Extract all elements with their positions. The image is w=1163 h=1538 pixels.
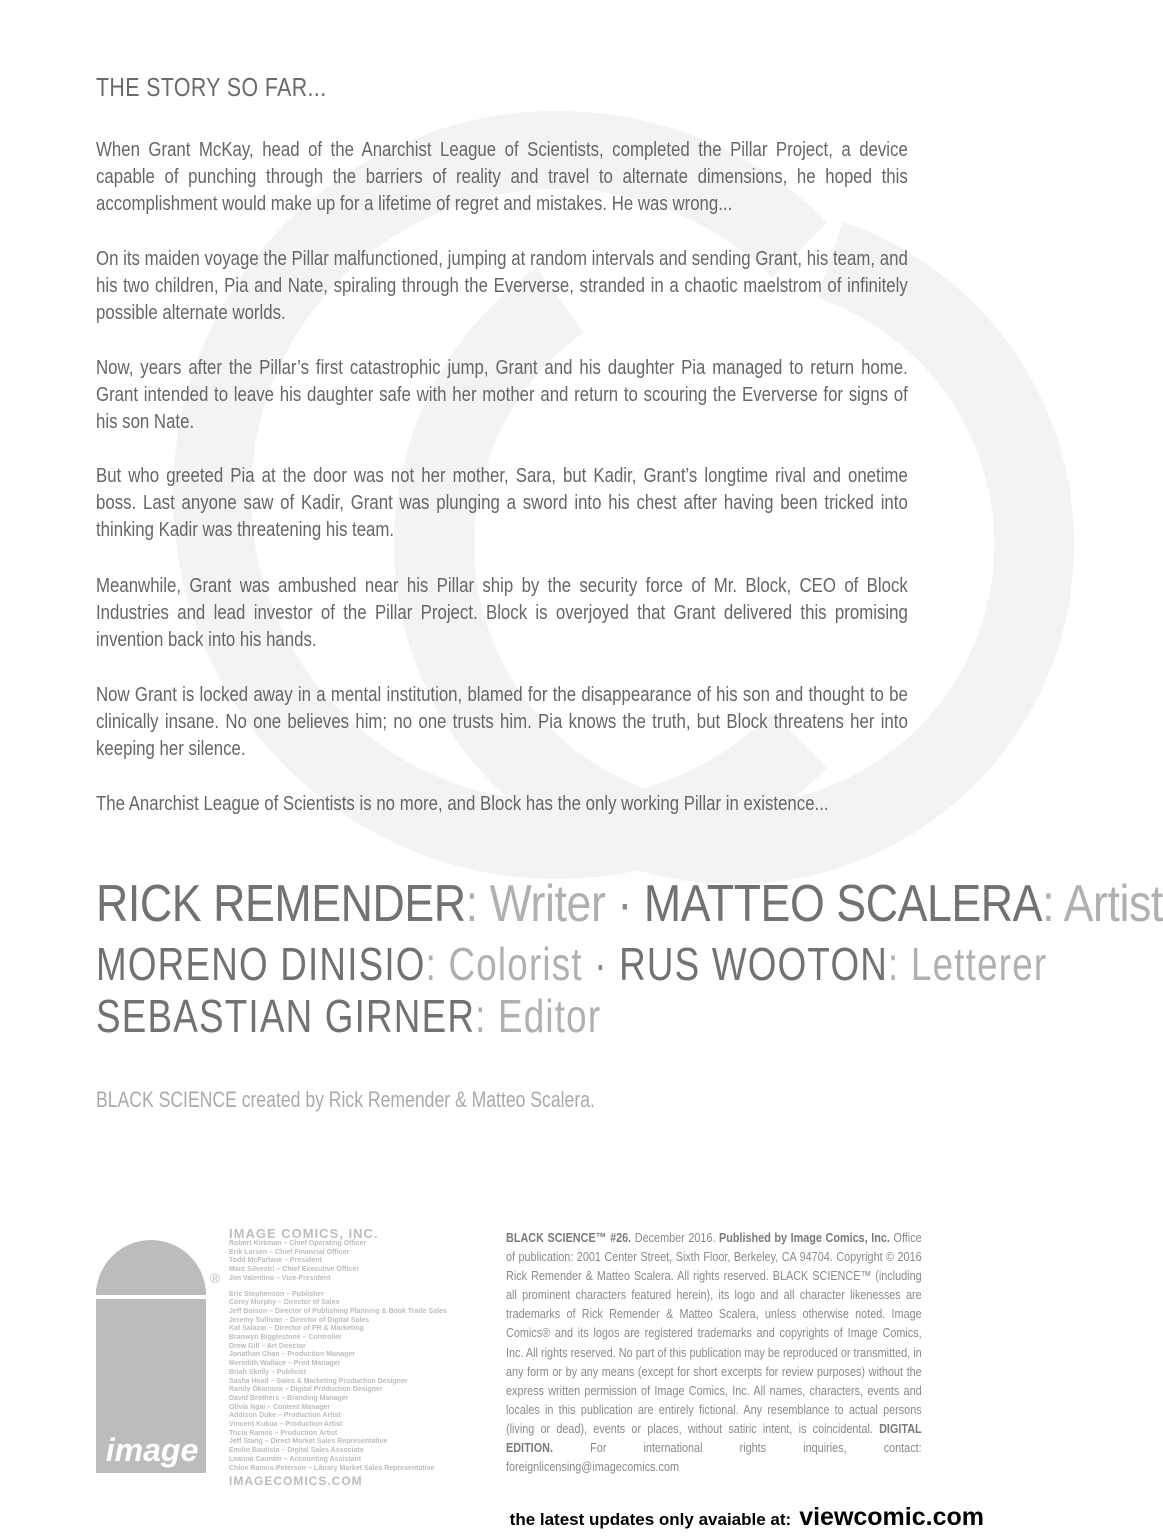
credit-separator: ·	[605, 875, 644, 933]
staff-row: Jim Valentino – Vice-President	[229, 1274, 331, 1282]
staff-row: Sasha Head – Sales & Marketing Production Designer	[229, 1377, 408, 1385]
staff-row: Emilio Bautista – Digital Sales Associate	[229, 1447, 364, 1455]
staff-row: Leanna Caunter – Accounting Assistant	[229, 1455, 362, 1463]
staff-row: Marc Silvestri – Chief Executive Officer	[229, 1266, 359, 1274]
story-paragraph-6: Now Grant is locked away in a mental institution, blamed for the disappearance of his son and thought to be clinically insane. No one believes him; no one trusts him. Pia knows the truth, but Block threatens her into keeping her silence.	[96, 683, 908, 761]
staff-row: Branwyn Bigglestone – Controller	[229, 1334, 342, 1342]
staff-row: Jonathan Chan – Production Manager	[229, 1351, 356, 1359]
letterer-name: RUS WOOTON	[619, 938, 889, 990]
footer-text: the latest updates only avaiable at:	[509, 1510, 792, 1529]
writer-name: RICK REMENDER	[96, 875, 466, 933]
staff-row: Addison Duke – Production Artist	[229, 1412, 341, 1420]
staff-row: Meredith Wallace – Print Manager	[229, 1360, 341, 1368]
legal-edition: DIGITAL EDITION.	[506, 1420, 922, 1456]
story-paragraph-2: On its maiden voyage the Pillar malfunctioned, jumping at random intervals and sending Grant, his team, and his two children, Pia and Nate, spiraling through the Eververse, stranded in a chaotic maelstrom of infinitely possible alternate worlds.	[96, 247, 908, 325]
staff-row: Drew Gill – Art Director	[229, 1342, 306, 1350]
registered-mark: ®	[210, 1270, 221, 1286]
staff-row: Jeremy Sullivan – Director of Digital Sales	[229, 1316, 370, 1324]
staff-row: Vincent Kukua – Production Artist	[229, 1421, 343, 1429]
staff-row: Briah Skelly – Publicist	[229, 1368, 307, 1376]
colorist-name: MORENO DINISIO	[96, 938, 426, 990]
legal-body: Office of publication: 2001 Center Street, Sixth Floor, Berkeley, CA 94704. Copyright © 2016 Rick Remender & Matteo Scalera. All rights reserved. BLACK SCIENCE™ (including all prominent characters featured herein), its logo and all character likenesses are trademarks of Rick Remender & Matteo Scalera, unless otherwise noted. Image Comics® and its logos are registered trademarks and copyrights of Image Comics, Inc. All rights reserved. No part of this publication may be reproduced or transmitted, in any form or by any means (except for short excerpts for review purposes) without the express written permission of Image Comics, Inc. All names, characters, events and locales in this publication are entirely fictional. Any resemblance to actual persons (living or dead), events or places, without satiric intent, is coincidental.	[506, 1230, 922, 1436]
staff-row: Robert Kirkman – Chief Operating Officer	[229, 1240, 367, 1247]
staff-row: Jeff Stang – Direct Market Sales Representative	[229, 1438, 388, 1446]
staff-row: Corey Murphy – Director of Sales	[229, 1299, 340, 1307]
artist-role: : Artist	[1042, 875, 1163, 933]
image-wordmark: image	[105, 1432, 199, 1468]
company-name: IMAGE COMICS, INC.	[229, 1226, 379, 1241]
legal-title: BLACK SCIENCE™ #26.	[506, 1230, 632, 1245]
staff-row: Chloe Ramos-Peterson – Library Market Sales Representative	[229, 1464, 435, 1472]
footer-site-link[interactable]: viewcomic.com	[799, 1503, 984, 1531]
footer-banner	[510, 1503, 984, 1532]
credit-separator: ·	[582, 938, 620, 990]
website-link[interactable]: IMAGECOMICS.COM	[229, 1474, 363, 1489]
story-paragraph-1: When Grant McKay, head of the Anarchist League of Scientists, completed the Pillar Project, a device capable of punching through the barriers of reality and travel to alternate dimensions, he hoped this accomplishment would make up for a lifetime of regret and mistakes. He was wrong...	[96, 138, 908, 216]
story-paragraph-3: Now, years after the Pillar’s first catastrophic jump, Grant and his daughter Pia managed to return home. Grant intended to leave his daughter safe with her mother and return to scouring the Eververse for signs of his son Nate.	[96, 356, 908, 434]
staff-row: Tricia Ramos – Production Artist	[229, 1429, 338, 1437]
story-paragraph-7: The Anarchist League of Scientists is no more, and Block has the only working Pillar in existence...	[96, 792, 829, 815]
credits-line-1	[96, 874, 1163, 934]
credits-line-3	[96, 989, 601, 1043]
story-heading: THE STORY SO FAR...	[96, 72, 327, 102]
staff-row: Randy Okamura – Digital Production Designer	[229, 1386, 383, 1394]
staff-row: Erik Larsen – Chief Financial Officer	[229, 1248, 350, 1256]
staff-row: David Brothers – Branding Manager	[229, 1394, 349, 1402]
staff-row: Eric Stephenson – Publisher	[229, 1290, 324, 1298]
staff-row: Olivia Ngai – Content Manager	[229, 1403, 331, 1411]
editor-name: SEBASTIAN GIRNER	[96, 990, 476, 1042]
colorist-role: : Colorist	[425, 938, 583, 990]
artist-name: MATTEO SCALERA	[643, 875, 1043, 933]
staff-row: Kat Salazar – Director of PR & Marketing	[229, 1325, 364, 1333]
image-comics-logo	[96, 1233, 224, 1473]
story-paragraph-5: Meanwhile, Grant was ambushed near his Pillar ship by the security force of Mr. Block, CEO of Block Industries and lead investor of the Pillar Project. Block is overjoyed that Grant delivered this promising invention back into his hands.	[96, 574, 908, 652]
staff-row: Todd McFarlane – President	[229, 1257, 322, 1265]
created-by: BLACK SCIENCE created by Rick Remender & Matteo Scalera.	[96, 1087, 595, 1112]
writer-role: : Writer	[465, 875, 606, 933]
legal-date: December 2016.	[631, 1230, 720, 1245]
staff-row: Jeff Boison – Director of Publishing Planning & Book Trade Sales	[229, 1307, 447, 1315]
legal-notice	[506, 1228, 922, 1476]
legal-publisher: Published by Image Comics, Inc.	[719, 1230, 890, 1245]
credits-line-2	[96, 937, 1047, 991]
legal-contact: For international rights inquiries, contact: foreignlicensing@imagecomics.com	[506, 1440, 922, 1475]
story-paragraph-4: But who greeted Pia at the door was not her mother, Sara, but Kadir, Grant’s longtime rival and onetime boss. Last anyone saw of Kadir, Grant was plunging a sword into his chest after having been tricked into thinking Kadir was threatening his team.	[96, 464, 908, 542]
letterer-role: : Letterer	[888, 938, 1048, 990]
staff-list	[229, 1228, 519, 1487]
editor-role: : Editor	[475, 990, 602, 1042]
